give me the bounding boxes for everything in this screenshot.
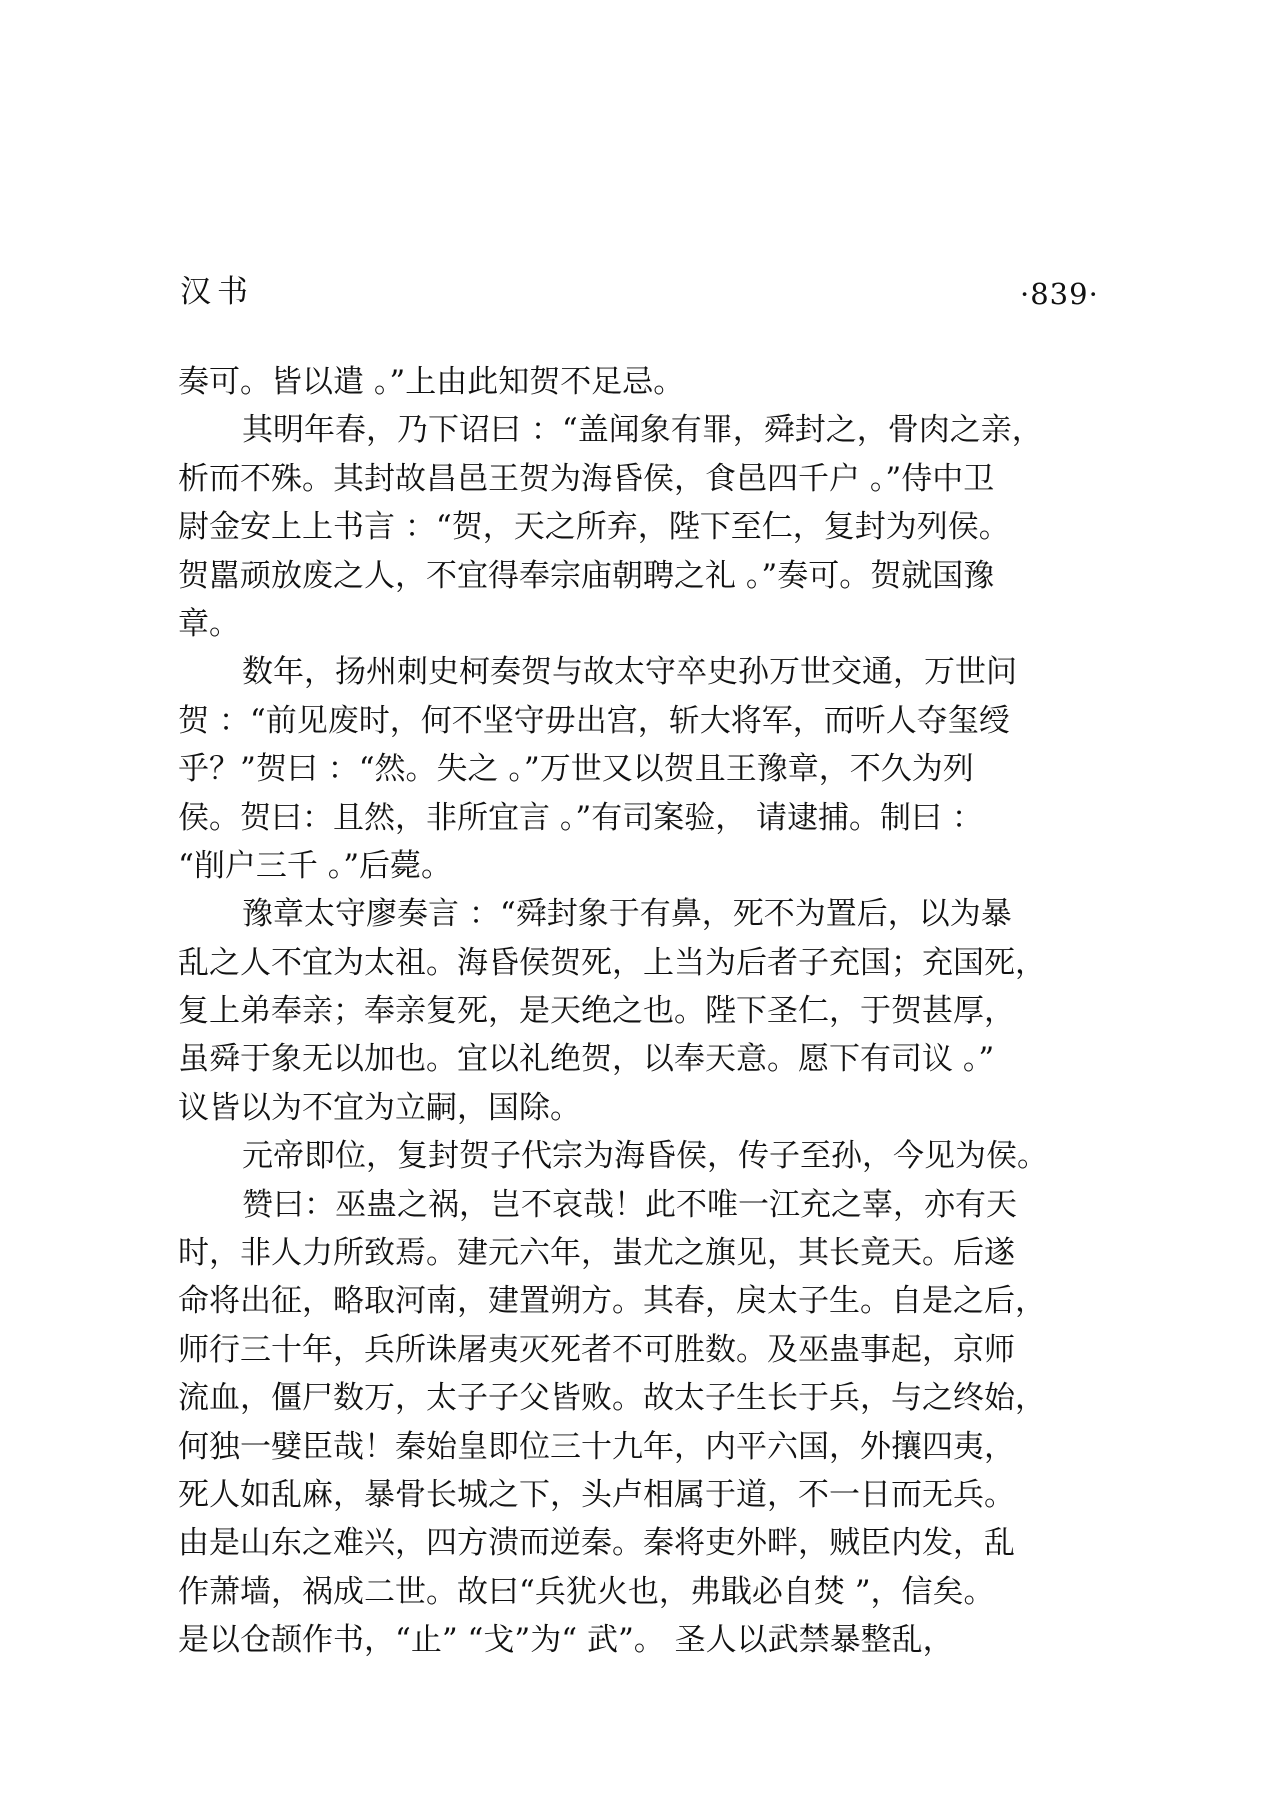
text-line: 时，非人力所致焉。建元六年，蚩尤之旗见，其长竟天。后遂 (178, 1235, 1015, 1272)
text-line: 侯。贺曰：且然，非所宜言 。”有司案验， 请逮捕。制曰 ： (178, 799, 983, 836)
running-title: 汉书 (180, 274, 254, 310)
text-line: “削户三千 。”后薨。 (178, 847, 453, 884)
text-line: 命将出征，略取河南，建置朔方。其春，戾太子生。自是之后， (178, 1283, 1046, 1320)
body-text (178, 358, 1098, 1665)
text-line: 其明年春，乃下诏曰 ：“盖闻象有罪，舜封之，骨肉之亲， (242, 412, 1043, 449)
text-line: 乎？”贺曰 ：“然。失之 。”万世又以贺且王豫章，不久为列 (178, 751, 974, 788)
text-line: 章。 (178, 605, 240, 642)
text-line: 豫章太守廖奏言 ：“舜封象于有鼻，死不为置后，以为暴 (242, 896, 1012, 933)
text-line: 乱之人不宜为太祖。海昏侯贺死，上当为后者子充国；充国死， (178, 944, 1046, 981)
text-line: 虽舜于象无以加也。宜以礼绝贺，以奉天意。愿下有司议 。” (178, 1041, 995, 1078)
text-line: 赞曰：巫蛊之祸，岂不哀哉！此不唯一江充之辜，亦有天 (242, 1186, 1017, 1223)
text-line: 是以仓颉作书，“止” “戈”为“ 武”。 圣人以武禁暴整乱， (178, 1622, 954, 1659)
text-line: 流血，僵尸数万，太子子父皆败。故太子生长于兵，与之终始， (178, 1380, 1046, 1417)
page-number: ·839· (1020, 277, 1099, 311)
text-line: 复上弟奉亲；奉亲复死，是天绝之也。陛下圣仁，于贺甚厚， (178, 993, 1015, 1030)
text-line: 析而不殊。其封故昌邑王贺为海昏侯，食邑四千户 。”侍中卫 (178, 460, 995, 497)
text-line: 议皆以为不宜为立嗣，国除。 (178, 1089, 581, 1126)
text-line: 贺 ：“前见废时，何不坚守毋出宫，斩大将军，而听人夺玺绶 (178, 702, 1010, 739)
text-line: 贺嚚顽放废之人，不宜得奉宗庙朝聘之礼 。”奏可。贺就国豫 (178, 557, 995, 594)
text-line: 奏可。皆以遣 。”上由此知贺不足忌。 (178, 364, 685, 400)
text-line: 作萧墙，祸成二世。故曰“兵犹火也，弗戢必自焚 ”，信矣。 (178, 1573, 995, 1610)
text-line: 何独一嬖臣哉！秦始皇即位三十九年，内平六国，外攘四夷， (178, 1428, 1015, 1465)
text-line: 死人如乱麻，暴骨长城之下，头卢相属于道，不一日而无兵。 (178, 1476, 1015, 1513)
text-line: 尉金安上上书言 ：“贺，天之所弃，陛下至仁，复封为列侯。 (178, 509, 1010, 546)
text-line: 元帝即位，复封贺子代宗为海昏侯，传子至孙，今见为侯。 (242, 1138, 1048, 1175)
text-line: 师行三十年，兵所诛屠夷灭死者不可胜数。及巫蛊事起，京师 (178, 1331, 1015, 1368)
text-line: 数年，扬州刺史柯奏贺与故太守卒史孙万世交通，万世问 (242, 654, 1017, 691)
text-line: 由是山东之难兴，四方溃而逆秦。秦将吏外畔，贼臣内发，乱 (178, 1525, 1015, 1562)
